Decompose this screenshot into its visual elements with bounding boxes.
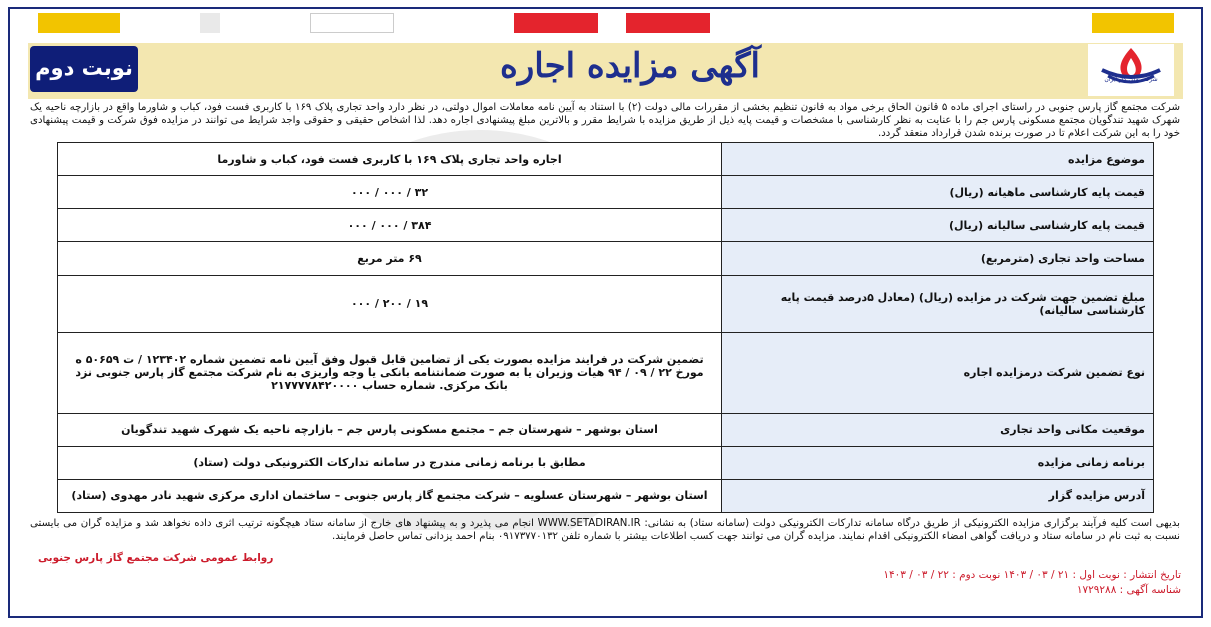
row-label: مبلغ تضمین جهت شرکت در مزایده (ریال) (معادل ۵درصد قیمت پایه کارشناسی سالیانه) [722, 275, 1154, 332]
top-color-bar-yellow [1092, 13, 1174, 33]
table-row [58, 242, 1154, 275]
table-row [58, 446, 1154, 479]
page-title: آگهی مزایده اجاره [500, 46, 760, 86]
logo-caption: شرکت ملی گاز ایران [1104, 76, 1158, 83]
ad-id: شناسه آگهی : ۱۷۲۹۲۸۸ [1076, 584, 1181, 596]
footer-note: بدیهی است کلیه فرآیند برگزاری مزایده الکترونیکی از طریق درگاه سامانه تدارکات الکترونیکی دولت (سامانه ستاد) به نشانی: WWW.SETADIRAN.IR انجام می پذیرد و به پیشنهاد های خارج از سامانه ستاد هیچگونه ترتیب اثری داده نخواهد شد و مزایده گران می بایستی نسبت به ثبت نام در سامانه ستاد و دریافت گواهی امضاء الکترونیکی اقدام نمایند. مزایده گران می توانند جهت کسب اطلاعات بیشتر با شماره تلفن ۰۹۱۷۳۷۷۰۱۳۲ بنام احمد یزدانی تماس حاصل فرمایند. [30, 518, 1180, 542]
round-badge: نوبت دوم [30, 46, 138, 92]
row-label: قیمت پایه کارشناسی سالیانه (ریال) [722, 209, 1154, 242]
top-color-bar-yellow [38, 13, 120, 33]
row-value: اجاره واحد تجاری پلاک ۱۶۹ با کاربری فست فود، کباب و شاورما [58, 143, 722, 176]
public-relations-signature: روابط عمومی شرکت مجتمع گاز پارس جنوبی [38, 552, 274, 564]
nigc-logo-icon [1088, 44, 1174, 96]
top-color-bar-white [310, 13, 394, 33]
table-row [58, 209, 1154, 242]
row-value: استان بوشهر – شهرستان جم – مجتمع مسکونی پارس جم – بازارچه ناحیه یک شهرک شهید تندگویان [58, 413, 722, 446]
row-label: قیمت پایه کارشناسی ماهیانه (ریال) [722, 176, 1154, 209]
table-row [58, 275, 1154, 332]
table-row [58, 176, 1154, 209]
auction-details-table [57, 142, 1154, 513]
table-row [58, 413, 1154, 446]
row-value: ۳۸۴ / ۰۰۰ / ۰۰۰ [58, 209, 722, 242]
row-label: موقعیت مکانی واحد تجاری [722, 413, 1154, 446]
row-value: استان بوشهر – شهرستان عسلویه – شرکت مجتمع گاز پارس جنوبی – ساختمان اداری مرکزی شهید نادر مهدوی (ستاد) [58, 479, 722, 512]
row-label: موضوع مزایده [722, 143, 1154, 176]
publish-date: تاریخ انتشار : نوبت اول : ۲۱ / ۰۳ / ۱۴۰۳ نوبت دوم : ۲۲ / ۰۳ / ۱۴۰۳ [883, 569, 1181, 581]
top-color-bar-red [514, 13, 598, 33]
row-value: تضمین شرکت در فرایند مزایده بصورت یکی از تضامین قابل قبول وفق آیین نامه تضمین شماره ۱۲۳۴۰۲ / ت ۵۰۶۵۹ ه مورخ ۲۲ / ۰۹ / ۹۴ هیات وزیران یا به صورت ضمانتنامه بانکی یا وجه واریزی به نام شرکت مجتمع گاز پارس جنوبی نزد بانک مرکزی. شماره حساب ۲۱۷۷۷۷۸۴۲۰۰۰۰ [58, 332, 722, 413]
top-color-bar-red [626, 13, 710, 33]
row-value: ۱۹ / ۲۰۰ / ۰۰۰ [58, 275, 722, 332]
row-label: برنامه زمانی مزایده [722, 446, 1154, 479]
row-value: مطابق با برنامه زمانی مندرج در سامانه تدارکات الکترونیکی دولت (ستاد) [58, 446, 722, 479]
table-row [58, 143, 1154, 176]
row-label: آدرس مزایده گزار [722, 479, 1154, 512]
row-value: ۳۲ / ۰۰۰ / ۰۰۰ [58, 176, 722, 209]
intro-paragraph: شرکت مجتمع گاز پارس جنوبی در راستای اجرای ماده ۵ قانون الحاق برخی مواد به قانون تنظیم بخشی از مقررات مالی دولت (۲) با استناد به آیین نامه معاملات اموال دولتی، در نظر دارد واحد تجاری پلاک ۱۶۹ با کاربری فست فود، کباب و شاورما واقع در بازارچه ناحیه یک شهرک شهید تندگویان مجتمع مسکونی پارس جم را با عنایت به نظر کارشناسی با مشخصات و قیمت پایه ذیل از طریق مزایده با شرایط مقرر و بالاترین مبلغ پیشنهادی اجاره دهد. لذا اشخاص حقیقی و حقوقی واجد شرایط می توانند در مزایده فوق شرکت و قیمت پیشنهادی خود را به این شرکت اعلام تا در صورت برنده شدن قرارداد منعقد گردد. [30, 102, 1180, 139]
row-value: ۶۹ متر مربع [58, 242, 722, 275]
row-label: مساحت واحد تجاری (مترمربع) [722, 242, 1154, 275]
top-color-bar-gray [200, 13, 220, 33]
table-row [58, 332, 1154, 413]
row-label: نوع تضمین شرکت درمزایده اجاره [722, 332, 1154, 413]
table-row [58, 479, 1154, 512]
